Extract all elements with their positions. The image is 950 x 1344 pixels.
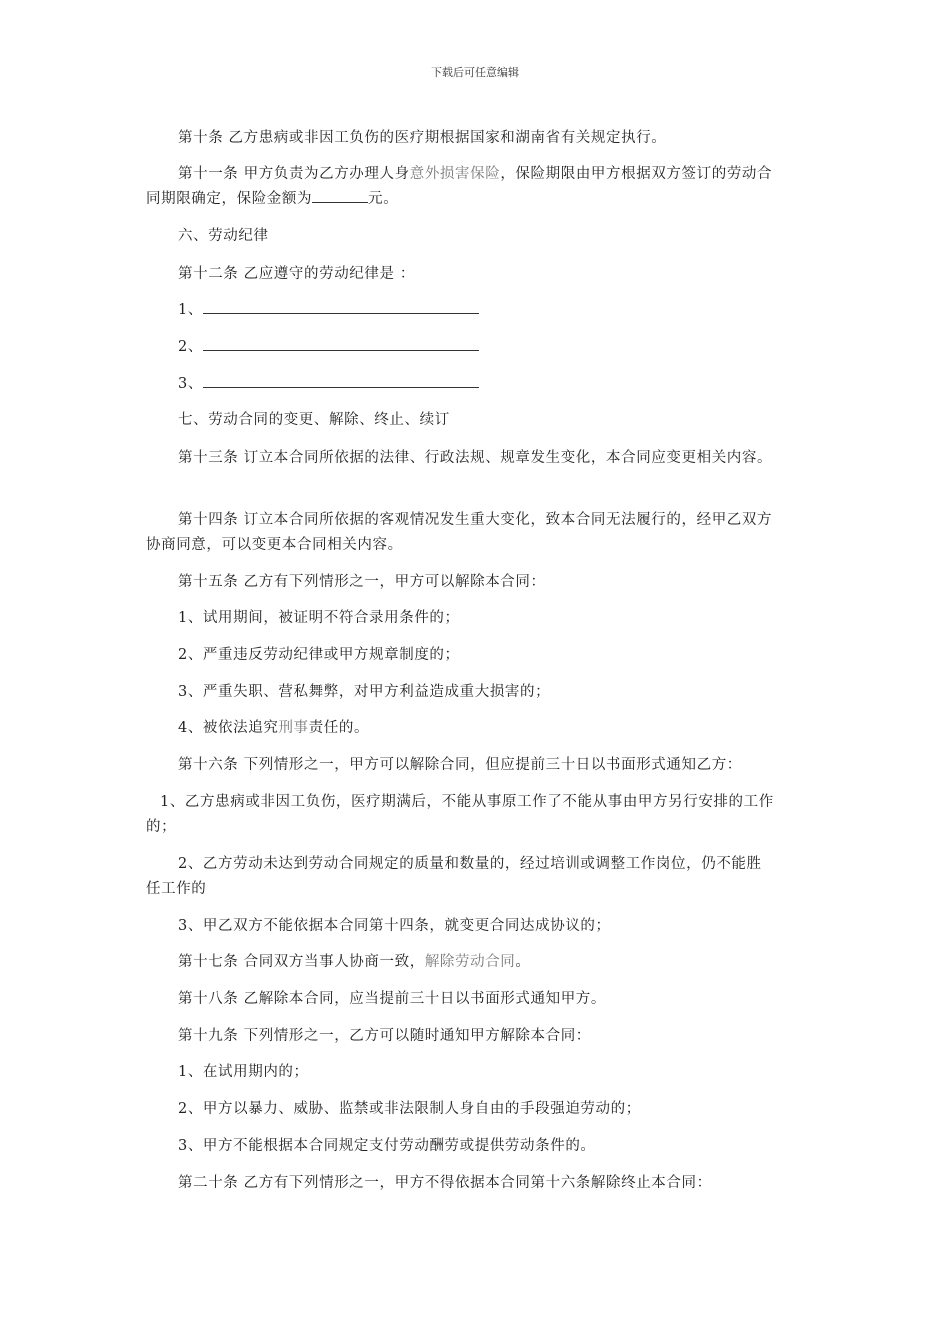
section-6-heading: 六、劳动纪律 (178, 228, 269, 244)
article-16: 第十六条 下列情形之一，甲方可以解除合同，但应提前三十日以书面形式通知乙方： (178, 757, 742, 773)
article-12: 第十二条 乙应遵守的劳动纪律是 ： (178, 266, 415, 282)
item-2-blank (203, 336, 479, 351)
article-20: 第二十条 乙方有下列情形之一，甲方不得依据本合同第十六条解除终止本合同： (178, 1175, 712, 1191)
article-18: 第十八条 乙解除本合同，应当提前三十日以书面形式通知甲方。 (178, 991, 607, 1007)
article-10: 第十条 乙方患病或非因工负伤的医疗期根据国家和湖南省有关规定执行。 (178, 130, 667, 146)
article-17: 第十七条 合同双方当事人协商一致，解除劳动合同。 (178, 954, 531, 970)
article-13: 第十三条 订立本合同所依据的法律、行政法规、规章发生变化，本合同应变更相关内容。 (178, 450, 773, 466)
article-19-item-2: 2、甲方以暴力、威胁、监禁或非法限制人身自由的手段强迫劳动的； (178, 1101, 641, 1117)
section-7-heading: 七、劳动合同的变更、解除、终止、续订 (178, 412, 450, 428)
discipline-item-2: 2、 (178, 335, 479, 360)
article-16-item-1: 1、乙方患病或非因工负伤，医疗期满后，不能从事原工作了不能从事由甲方另行安排的工作的； (146, 794, 774, 835)
article-15-item-1: 1、试用期间，被证明不符合录用条件的； (178, 610, 460, 626)
article-15-item-2: 2、严重违反劳动纪律或甲方规章制度的； (178, 647, 460, 663)
amount-blank (312, 188, 368, 203)
discipline-item-3: 3、 (178, 372, 479, 397)
article-16-item-3: 3、甲乙双方不能依据本合同第十四条，就变更合同达成协议的； (178, 918, 611, 934)
article-15: 第十五条 乙方有下列情形之一，甲方可以解除本合同： (178, 574, 546, 590)
discipline-item-1: 1、 (178, 298, 479, 323)
article-15-item-3: 3、严重失职、营私舞弊，对甲方利益造成重大损害的； (178, 684, 551, 700)
terminate-contract-link[interactable]: 解除劳动合同 (424, 954, 516, 970)
item-3-blank (203, 373, 479, 388)
article-19-item-1: 1、在试用期内的； (178, 1064, 309, 1080)
item-1-blank (203, 299, 479, 314)
article-11: 第十一条 甲方负责为乙方办理人身意外损害保险，保险期限由甲方根据双方签订的劳动合同期限确定，保险金额为 元。 (146, 166, 773, 207)
criminal-link[interactable]: 刑事 (278, 720, 309, 736)
page-header: 下载后可任意编辑 (431, 66, 519, 79)
article-16-item-2: 2、乙方劳动未达到劳动合同规定的质量和数量的，经过培训或调整工作岗位，仍不能胜任工作的 (146, 856, 762, 897)
article-19-item-3: 3、甲方不能根据本合同规定支付劳动酬劳或提供劳动条件的。 (178, 1138, 596, 1154)
article-15-item-4: 4、被依法追究刑事责任的。 (178, 720, 370, 736)
article-14: 第十四条 订立本合同所依据的客观情况发生重大变化，致本合同无法履行的，经甲乙双方协商同意，可以变更本合同相关内容。 (146, 512, 773, 553)
insurance-link[interactable]: 意外损害保险 (409, 166, 501, 182)
article-19: 第十九条 下列情形之一，乙方可以随时通知甲方解除本合同： (178, 1028, 591, 1044)
